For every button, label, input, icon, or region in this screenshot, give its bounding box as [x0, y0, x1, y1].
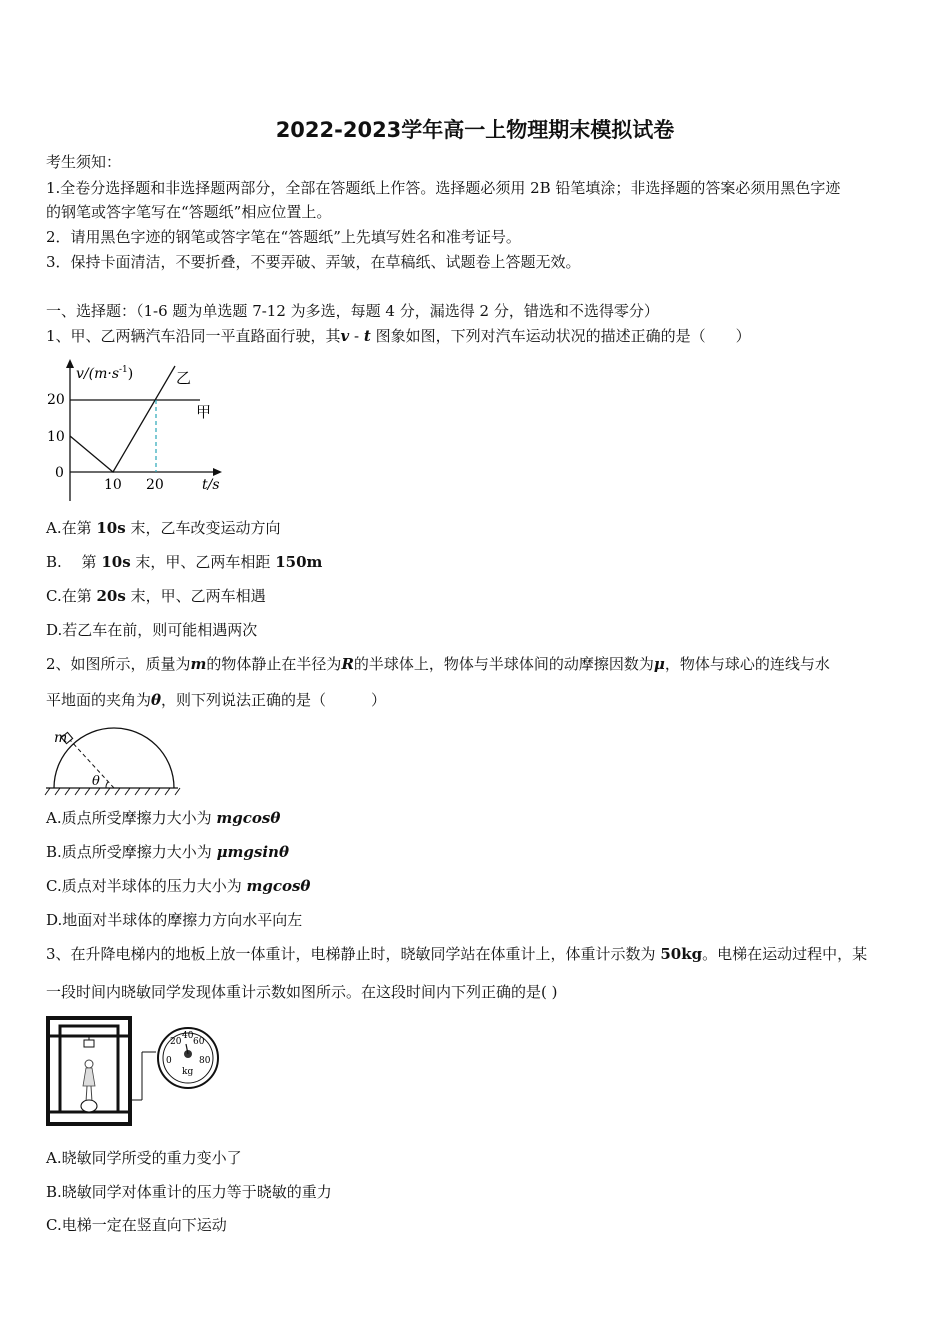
- q3-stem-line-2: 一段时间内晓敏同学发现体重计示数如图所示。在这段时间内下列正确的是( ): [46, 983, 558, 1001]
- q1-option-a: A.在第 10s 末，乙车改变运动方向: [46, 519, 281, 537]
- series-jia-label: 甲: [196, 403, 212, 421]
- q3-option-a: A.晓敏同学所受的重力变小了: [46, 1149, 242, 1167]
- series-yi-label: 乙: [176, 369, 192, 387]
- page-title: 2022-2023学年高一上物理期末模拟试卷: [275, 118, 675, 142]
- q3-elevator-figure: [46, 1016, 222, 1128]
- q1-vt-graph: [40, 356, 240, 506]
- m-label: m: [54, 730, 68, 746]
- q2-option-d: D.地面对半球体的摩擦力方向水平向左: [46, 911, 303, 929]
- q3-stem-line-1: 3、在升降电梯内的地板上放一体重计，电梯静止时，晓敏同学站在体重计上，体重计示数为 50kg。电梯在运动过程中，某: [46, 945, 868, 963]
- section-heading: 一、选择题：（1-6 题为单选题 7-12 为多选，每题 4 分，漏选得 2 分，错选和不选得零分）: [46, 302, 659, 320]
- scale-tick-60: 60: [193, 1037, 205, 1047]
- scale-unit: kg: [182, 1067, 194, 1077]
- x-tick-20: 20: [146, 477, 164, 493]
- q1-stem: 1、甲、乙两辆汽车沿同一平直路面行驶，其v - t 图象如图，下列对汽车运动状况的描述正确的是（ ）: [46, 327, 751, 345]
- notice-item-2: 2．请用黑色字迹的钢笔或答字笔在“答题纸”上先填写姓名和准考证号。: [46, 228, 521, 246]
- bathroom-scale: [81, 1100, 97, 1112]
- theta-label: θ: [92, 774, 100, 789]
- notice-heading: 考生须知：: [46, 153, 122, 171]
- q1-option-c: C.在第 20s 末，甲、乙两车相遇: [46, 587, 266, 605]
- y-tick-20: 20: [47, 392, 65, 408]
- y-tick-10: 10: [47, 429, 65, 445]
- q2-hemisphere-figure: [42, 722, 182, 798]
- q1-option-b: B. 第 10s 末，甲、乙两车相距 150m: [46, 553, 323, 571]
- ceiling-light: [84, 1040, 94, 1047]
- q2-option-c: C.质点对半球体的压力大小为 mgcosθ: [46, 877, 311, 895]
- ground-hatching: [45, 788, 180, 795]
- scale-tick-0: 0: [166, 1056, 172, 1066]
- y-axis-arrow: [66, 359, 74, 368]
- x-axis-arrow: [213, 468, 222, 476]
- q1-option-d: D.若乙车在前，则可能相遇两次: [46, 621, 258, 639]
- scale-tick-40: 40: [182, 1031, 194, 1041]
- q3-option-c: C.电梯一定在竖直向下运动: [46, 1216, 227, 1234]
- y-axis-label: $v/(m\cdot s^{-1})$: [76, 365, 134, 382]
- scale-tick-80: 80: [199, 1056, 211, 1066]
- q2-option-b: B.质点所受摩擦力大小为 μmgsinθ: [46, 843, 289, 861]
- x-tick-10: 10: [104, 477, 122, 493]
- notice-item-1-line-2: 的钢笔或答字笔写在“答题纸”相应位置上。: [46, 203, 332, 221]
- q2-stem-line-1: 2、如图所示，质量为m的物体静止在半径为R的半球体上，物体与半球体间的动摩擦因数为μ，物体与球心的连线与水: [46, 655, 830, 673]
- notice-item-3: 3．保持卡面清洁，不要折叠，不要弄破、弄皱，在草稿纸、试题卷上答题无效。: [46, 253, 581, 271]
- theta-angle-arc: [106, 782, 108, 788]
- q2-option-a: A.质点所受摩擦力大小为 mgcosθ: [46, 809, 281, 827]
- q3-option-b: B.晓敏同学对体重计的压力等于晓敏的重力: [46, 1183, 332, 1201]
- y-tick-0: 0: [55, 465, 64, 481]
- notice-item-1-line-1: 1.全卷分选择题和非选择题两部分，全部在答题纸上作答。选择题必须用 2B 铅笔填涂；非选择题的答案必须用黑色字迹: [46, 179, 841, 197]
- scale-tick-20: 20: [170, 1037, 182, 1047]
- x-axis-label: t/s: [202, 477, 220, 493]
- q2-stem-line-2: 平地面的夹角为θ，则下列说法正确的是（ ）: [46, 691, 387, 709]
- girl-figure: [83, 1060, 95, 1102]
